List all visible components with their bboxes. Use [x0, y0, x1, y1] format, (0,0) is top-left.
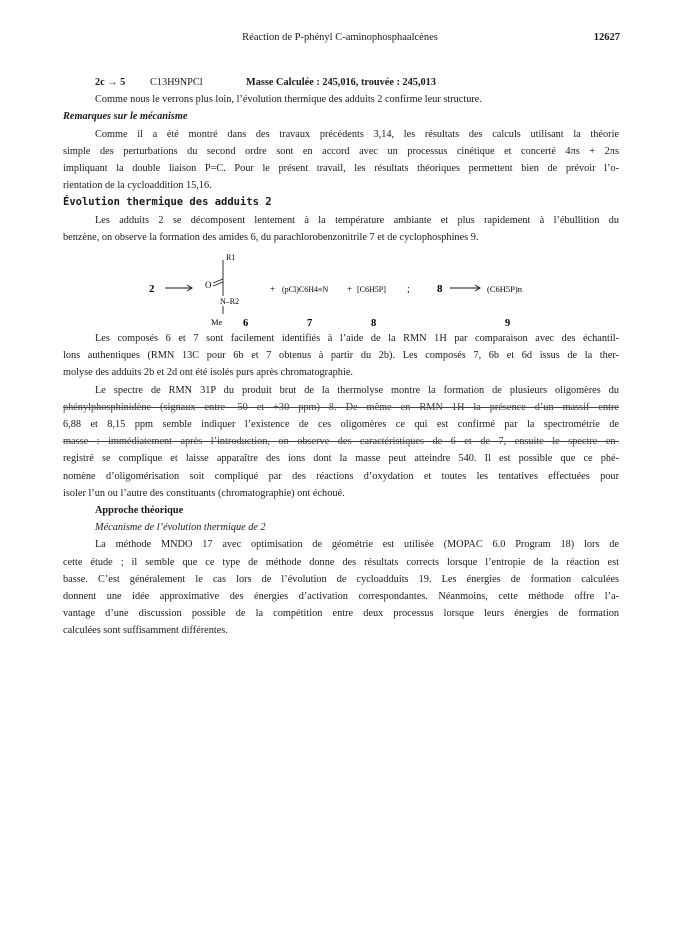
formula-line: [63, 74, 619, 91]
para-evolution-line: benzène, on observe la formation des amides 6, du parachlorobenzonitrile 7 et de cyclophosphines 9.: [63, 231, 479, 243]
para-mndo-line: calculées sont suffisamment différentes.: [63, 625, 228, 637]
scheme-phosphinidene: [C6H5P]: [357, 285, 386, 295]
para-evolution-line: Les adduits 2 se décomposent lentement à la température ambiante et plus rapidement à l’ébullition du: [95, 214, 619, 226]
scheme-label-6: 6: [243, 318, 249, 330]
para-mecanisme-line: simple des perturbations du second ordre sont en accord avec un processus cinétique et concerté 4πs + 2πs: [63, 145, 619, 157]
para-rmn-line: molyse des adduits 2b et 2d ont été isolés purs après chromatographie.: [63, 367, 353, 379]
scheme-r2: N–R2: [220, 297, 240, 307]
para-rmn-line: Les composés 6 et 7 sont facilement identifiés à l’aide de la RMN 1H par comparaison avec des échantil-: [95, 333, 619, 345]
para-spectre-line: phénylphosphinidène (signaux entre -50 et +30 ppm) 8. De même en RMN 1H la présence d’un massif entre: [63, 401, 619, 413]
para-mecanisme-line: impliquant la double liaison P=C. Pour le présent travail, les résultats théoriques permettent bien de prévoir l’o-: [63, 163, 619, 175]
para-spectre-line: nomène d’oligomérisation soit compliqué par des réactions d’oxydation et toutes les tentatives effectuées pour: [63, 470, 619, 482]
para-spectre-line: registré se complique et laisse apparaître des ions dont la masse peut atteindre 540. Il est possible que ce phé-: [63, 453, 619, 465]
scheme-oxygen: O: [205, 280, 212, 291]
para-spectre-line: Le spectre de RMN 31P du produit brut de la thermolyse montre la formation de plusieurs oligomères du: [95, 384, 619, 396]
para-spectre-line: isoler l’un ou l’autre des constituants (chromatographie) ont échoué.: [63, 487, 345, 499]
para-mndo-line: donnent une idée approximative des énergies d’activation correspondantes. Néanmoins, cette méthode offre l’a-: [63, 591, 619, 603]
scheme-from-8: 8: [437, 283, 443, 296]
reaction-scheme-svg: [63, 246, 619, 330]
scheme-r1: R1: [226, 253, 236, 263]
compound-label: 2c → 5: [95, 77, 126, 88]
heading-remarques: Remarques sur le mécanisme: [63, 111, 188, 123]
scheme-methyl: Me: [211, 317, 223, 328]
molecular-formula: C13H9NPCl: [150, 77, 203, 88]
para-mndo-line: vantage d’une discussion possible de la compétition entre deux processus lorsque leurs énergies de formation: [63, 608, 619, 620]
scheme-plus-2: +: [347, 284, 353, 295]
para-mndo-line: La méthode MNDO 17 avec optimisation de géométrie est utilisée (MOPAC 6.0 Program 18) lors de: [95, 539, 619, 551]
para-mndo-line: basse. C’est généralement le cas lors de l’évolution de cycloadduits 19. Les énergies de formation calculées: [63, 573, 619, 585]
running-header: [60, 32, 620, 50]
para-spectre-line: masse : immédiatement après l’introduction, on observe des caractéristiques de 6 et de 7, ensuite le spectre en-: [63, 436, 619, 448]
scheme-label-8: 8: [371, 318, 377, 330]
scheme-nitrile: (pCl)C6H4≡N: [282, 285, 329, 295]
scheme-separator: ;: [407, 284, 410, 296]
heading-approche: Approche théorique: [95, 505, 184, 517]
running-title: Réaction de P-phényl C-aminophosphaalcènes: [242, 32, 438, 43]
scheme-plus-1: +: [270, 284, 276, 295]
heading-evolution: Évolution thermique des adduits 2: [63, 196, 272, 209]
reaction-scheme: [63, 246, 619, 330]
para-spectre-line: 6,88 et 8,15 ppm semble indiquer l’existence de ces oligomères ce qui est confirmé par la spectrométrie de: [63, 419, 619, 431]
scheme-label-7: 7: [307, 318, 313, 330]
para-mecanisme-line: rientation de la cycloaddition 15,16.: [63, 180, 212, 192]
mass-values: Masse Calculée : 245,016, trouvée : 245,013: [246, 77, 436, 88]
structure-sentence: Comme nous le verrons plus loin, l’évolution thermique des adduits 2 confirme leur structure.: [95, 94, 482, 106]
scheme-reactant: 2: [149, 283, 155, 296]
scheme-product-9: (C6H5P)n: [487, 284, 522, 295]
scheme-label-9: 9: [505, 318, 511, 330]
para-rmn-line: lons authentiques (RMN 13C pour 6b et 7 obtenus à partir du 2b). Les composés 7, 6b et 6d issus de la ther-: [63, 350, 619, 362]
para-mndo-line: cette étude ; il semble que ce type de méthode donne des résultats corrects lorsque l’entropie de la réaction est: [63, 556, 619, 568]
article-body: [63, 74, 619, 640]
para-mecanisme-line: Comme il a été montré dans des travaux précédents 3,14, les résultats des calculs utilisant la théorie: [95, 128, 619, 140]
heading-mecanisme-evolution: Mécanisme de l’évolution thermique de 2: [95, 522, 266, 534]
page-number: 12627: [593, 32, 620, 43]
